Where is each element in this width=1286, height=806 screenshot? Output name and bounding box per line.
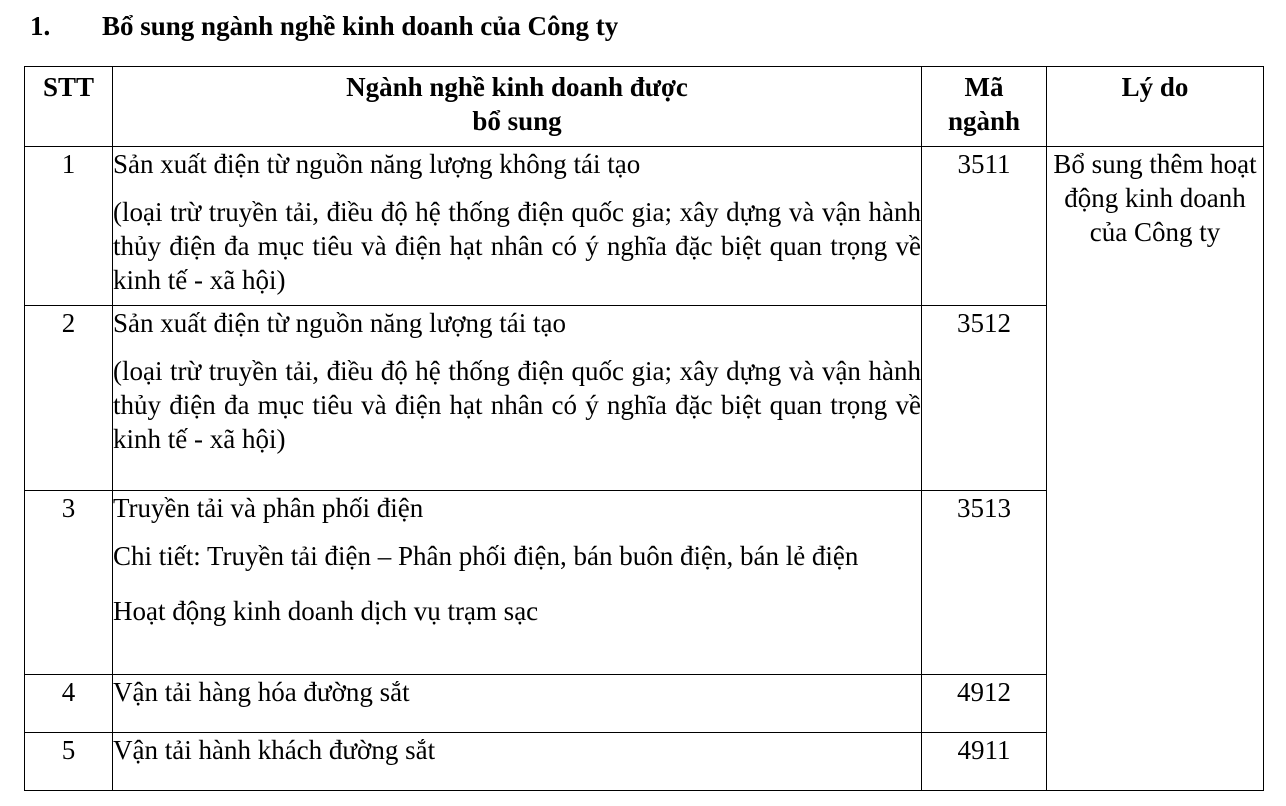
industry-detail: (loại trừ truyền tải, điều độ hệ thống điện quốc gia; xây dựng và vận hành thủy điện đa mục tiêu và điện hạt nhân có ý nghĩa đặc biệt quan trọng về kinh tế - xã hội) xyxy=(113,356,921,454)
industry-table xyxy=(24,66,1264,791)
section-number: 1. xyxy=(30,11,51,41)
industry-title: Sản xuất điện từ nguồn năng lượng không tái tạo xyxy=(113,149,641,179)
industry-title: Sản xuất điện từ nguồn năng lượng tái tạo xyxy=(113,308,566,338)
industry-title: Vận tải hành khách đường sắt xyxy=(113,735,436,765)
section-title: Bổ sung ngành nghề kinh doanh của Công ty xyxy=(102,11,619,41)
row-industry-name xyxy=(113,675,922,733)
row-stt: 5 xyxy=(25,733,113,791)
industry-detail: (loại trừ truyền tải, điều độ hệ thống điện quốc gia; xây dựng và vận hành thủy điện đa mục tiêu và điện hạt nhân có ý nghĩa đặc biệt quan trọng về kinh tế - xã hội) xyxy=(113,197,921,295)
header-reason: Lý do xyxy=(1047,67,1264,147)
header-industry-name: Ngành nghề kinh doanh được bổ sung xyxy=(113,67,922,147)
industry-title: Vận tải hàng hóa đường sắt xyxy=(113,677,410,707)
header-stt: STT xyxy=(25,67,113,147)
industry-title: Truyền tải và phân phối điện xyxy=(113,493,424,523)
row-industry-code: 3513 xyxy=(922,491,1047,675)
row-stt: 3 xyxy=(25,491,113,675)
row-industry-code: 3511 xyxy=(922,147,1047,306)
reason-cell: Bổ sung thêm hoạt động kinh doanh của Công ty xyxy=(1047,147,1264,791)
table-header-row xyxy=(25,67,1264,147)
row-stt: 2 xyxy=(25,306,113,491)
row-industry-code: 3512 xyxy=(922,306,1047,491)
row-industry-name xyxy=(113,147,922,306)
row-industry-name xyxy=(113,306,922,491)
row-stt: 4 xyxy=(25,675,113,733)
row-industry-name xyxy=(113,733,922,791)
section-heading xyxy=(30,8,618,44)
row-industry-code: 4912 xyxy=(922,675,1047,733)
table-row xyxy=(25,147,1264,306)
header-industry-code: Mã ngành xyxy=(922,67,1047,147)
row-industry-name xyxy=(113,491,922,675)
industry-detail: Chi tiết: Truyền tải điện – Phân phối điện, bán buôn điện, bán lẻ điện xyxy=(113,541,859,571)
row-stt: 1 xyxy=(25,147,113,306)
row-industry-code: 4911 xyxy=(922,733,1047,791)
industry-extra: Hoạt động kinh doanh dịch vụ trạm sạc xyxy=(113,596,539,626)
